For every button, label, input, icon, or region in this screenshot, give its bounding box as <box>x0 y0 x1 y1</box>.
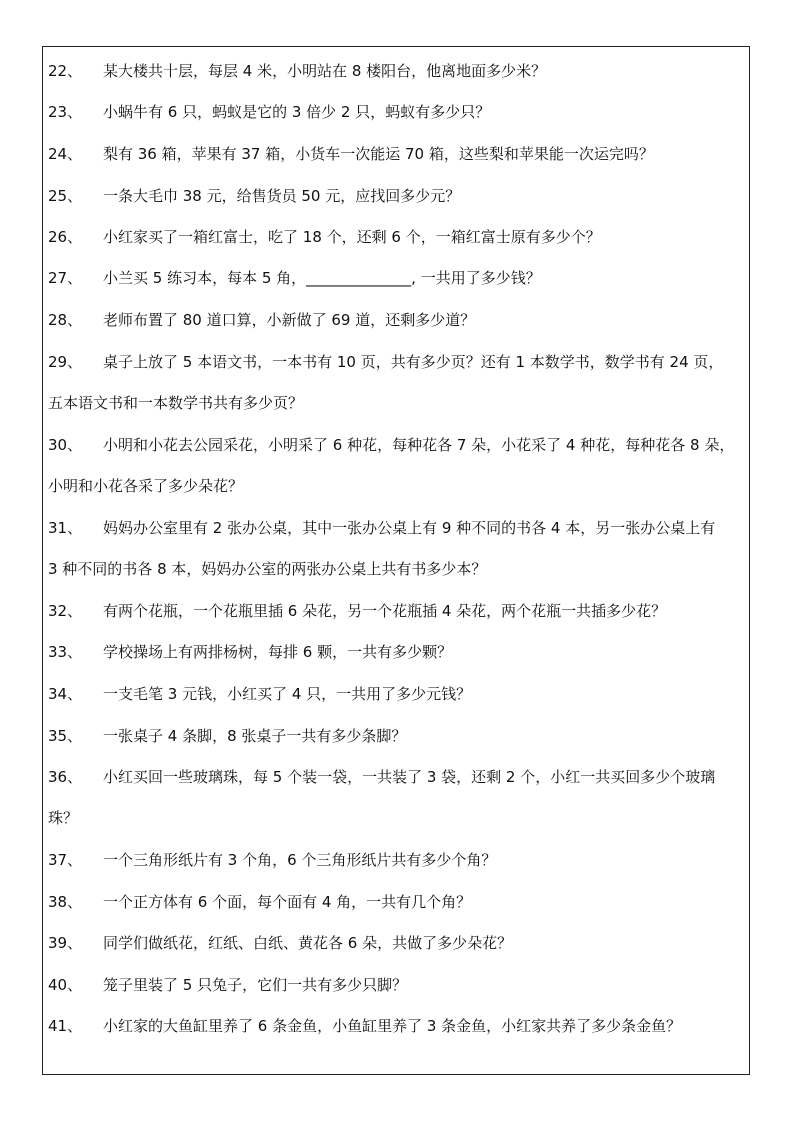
question-number: 39、 <box>48 934 83 952</box>
question-number: 36、 <box>48 768 83 786</box>
question-text: 小明和小花去公园采花，小明采了 6 种花，每种花各 7 朵，小花采了 4 种花，每种花各 8 朵， <box>103 436 735 454</box>
question-number: 30、 <box>48 436 83 454</box>
question-text: 一支毛笔 3 元钱，小红买了 4 只，一共用了多少元钱？ <box>103 685 472 703</box>
question-text-continuation: 3 种不同的书各 8 本，妈妈办公室的两张办公桌上共有书多少本？ <box>48 560 487 578</box>
question-text: 一个正方体有 6 个面，每个面有 4 角，一共有几个角？ <box>103 893 472 911</box>
question-number: 22、 <box>48 62 83 80</box>
question-number: 25、 <box>48 187 83 205</box>
question-number: 37、 <box>48 851 83 869</box>
question-text: 某大楼共十层，每层 4 米，小明站在 8 楼阳台，他离地面多少米？ <box>103 62 547 80</box>
question-text: 一个三角形纸片有 3 个角，6 个三角形纸片共有多少个角？ <box>103 851 497 869</box>
question-text: 妈妈办公室里有 2 张办公桌，其中一张办公桌上有 9 种不同的书各 4 本，另一张办公桌上有 <box>103 519 716 537</box>
question-text: 小红买回一些玻璃珠，每 5 个装一袋，一共装了 3 袋，还剩 2 个，小红一共买回多少个玻璃 <box>103 768 716 786</box>
question-number: 34、 <box>48 685 83 703</box>
question-number: 33、 <box>48 643 83 661</box>
question-text: 小兰买 5 练习本，每本 5 角，______________, 一共用了多少钱？ <box>103 269 541 287</box>
question-number: 28、 <box>48 311 83 329</box>
question-number: 24、 <box>48 145 83 163</box>
question-number: 35、 <box>48 727 83 745</box>
question-text: 笼子里装了 5 只兔子，它们一共有多少只脚？ <box>103 976 408 994</box>
question-number: 40、 <box>48 976 83 994</box>
question-number: 23、 <box>48 103 83 121</box>
question-text: 老师布置了 80 道口算，小新做了 69 道，还剩多少道？ <box>103 311 476 329</box>
question-number: 27、 <box>48 269 83 287</box>
question-text: 有两个花瓶，一个花瓶里插 6 朵花，另一个花瓶插 4 朵花，两个花瓶一共插多少花？ <box>103 602 667 620</box>
question-number: 29、 <box>48 353 83 371</box>
question-text: 小红家买了一箱红富士，吃了 18 个，还剩 6 个，一箱红富士原有多少个？ <box>103 228 601 246</box>
question-text: 小红家的大鱼缸里养了 6 条金鱼，小鱼缸里养了 3 条金鱼，小红家共养了多少条金鱼？ <box>103 1017 682 1035</box>
question-text: 桌子上放了 5 本语文书，一本书有 10 页，共有多少页？还有 1 本数学书，数学书有 24 页， <box>103 353 724 371</box>
question-number: 41、 <box>48 1017 83 1035</box>
question-text-continuation: 五本语文书和一本数学书共有多少页？ <box>48 394 304 412</box>
question-text: 一张桌子 4 条脚，8 张桌子一共有多少条脚？ <box>103 727 407 745</box>
question-text: 一条大毛巾 38 元，给售货员 50 元，应找回多少元？ <box>103 187 461 205</box>
question-text: 学校操场上有两排杨树，每排 6 颗，一共有多少颗？ <box>103 643 453 661</box>
question-number: 38、 <box>48 893 83 911</box>
question-text: 小蜗牛有 6 只，蚂蚁是它的 3 倍少 2 只，蚂蚁有多少只？ <box>103 103 491 121</box>
question-number: 32、 <box>48 602 83 620</box>
question-number: 31、 <box>48 519 83 537</box>
question-number: 26、 <box>48 228 83 246</box>
question-text-continuation: 小明和小花各采了多少朵花？ <box>48 477 244 495</box>
question-text: 同学们做纸花，红纸、白纸、黄花各 6 朵，共做了多少朵花？ <box>103 934 513 952</box>
question-text: 梨有 36 箱，苹果有 37 箱，小货车一次能运 70 箱，这些梨和苹果能一次运完吗？ <box>103 145 654 163</box>
question-text-continuation: 珠？ <box>48 809 79 827</box>
